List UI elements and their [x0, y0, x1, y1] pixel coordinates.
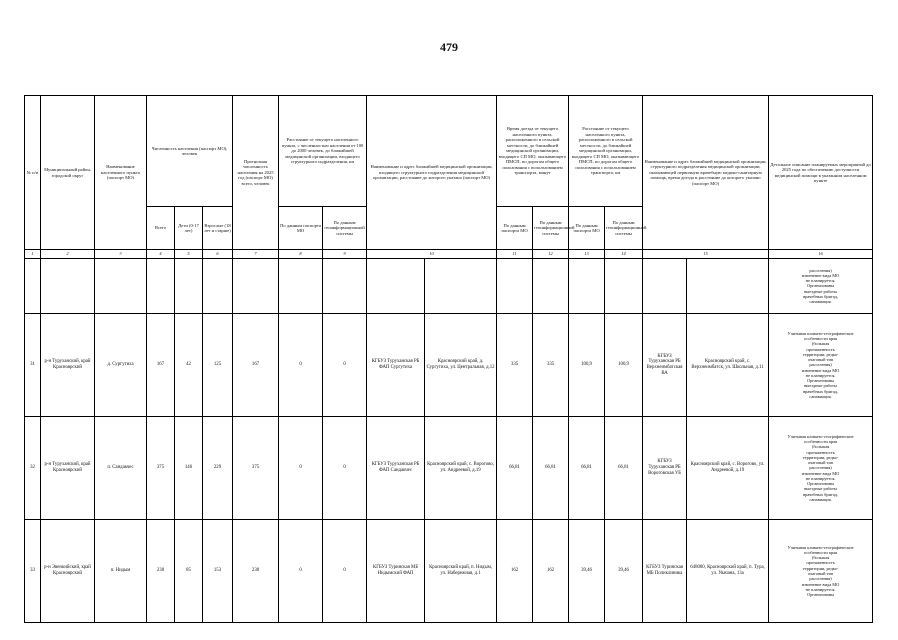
continuation-row [25, 259, 873, 314]
time-geo: 335 [533, 314, 569, 417]
org-name: КГБУЗ Туринская МБ Нидымский ФАП [367, 520, 425, 623]
km-passport: 100,9 [569, 314, 605, 417]
header-distance: Расстояние от текущего населенного пункта, с численностью населения от 100 до 2000 человек, до ближайшей медицинской организации, входящего структурного подразделения, км [279, 96, 367, 207]
forecast: 167 [233, 314, 279, 417]
description: Учитывая климато-географические особенности края (большая протяженность территории, редко- очаговый тип расселения) изменение вида МО не планируется. Организованы выездные работы врачебных бригад, санавиация. [769, 417, 873, 520]
col-number: 1 [25, 250, 41, 259]
org-address: Красноярский край, д. Сургутиха, ул. Центральная, д.12 [425, 314, 497, 417]
km-passport: 39,46 [569, 520, 605, 623]
row-num: 31 [25, 314, 41, 417]
time-geo: 162 [533, 520, 569, 623]
header-nearest-org: Наименование и адрес ближайшей медицинской организации, входящего структурного подразделения медицинской организации, расстояние до которого указано (паспорт МО) [367, 96, 497, 250]
pop-adults: 125 [203, 314, 233, 417]
header-population: Численность населения (паспорт МО), человек [147, 96, 233, 207]
dist-geo: 0 [323, 520, 367, 623]
header-km-geo: По данным геоинформационной системы [605, 207, 643, 250]
settlement: п. Сандакчес [95, 417, 147, 520]
time-passport: 66,81 [497, 417, 533, 520]
header-num: № п/п [25, 96, 41, 250]
municipality: р-н Туруханский, край Красноярский [41, 314, 95, 417]
header-time-passport: По данным паспорта МО [497, 207, 533, 250]
municipality: р-н Туруханский, край Красноярский [41, 417, 95, 520]
col-number: 11 [497, 250, 533, 259]
settlement: п. Нидым [95, 520, 147, 623]
col-number: 14 [605, 250, 643, 259]
column-number-row [25, 250, 873, 259]
description: Учитывая климато-географические особенности края (большая протяженность территории, редко- очаговый тип расселения) изменение вида МО не планируется. Организованы [769, 520, 873, 623]
pop-total: 167 [147, 314, 175, 417]
km-passport: 66,81 [569, 417, 605, 520]
settlements-table [24, 95, 873, 623]
settlement: д. Сургутиха [95, 314, 147, 417]
km-geo: 66,81 [605, 417, 643, 520]
spec-address: Красноярский край, с. Верхнеимбатск, ул. Школьная, д.11 [687, 314, 769, 417]
header-distance-rural: Расстояние от текущего населенного пункта, расположенного в сельской местности, до ближайшей медицинской организации, входящего СП МО, оказывающего ПМСП, по дорогам общего пользования с использованием транспорта, км [569, 96, 643, 207]
col-number: 15 [643, 250, 769, 259]
pop-total: 238 [147, 520, 175, 623]
org-address: Красноярский край, с. Ворогово, ул. Андреевой, д.19 [425, 417, 497, 520]
header-settlement: Наименование населенного пункта (паспорт МО) [95, 96, 147, 250]
forecast: 375 [233, 417, 279, 520]
table-row [25, 520, 873, 623]
row-num: 32 [25, 417, 41, 520]
col-number: 10 [367, 250, 497, 259]
col-number: 16 [769, 250, 873, 259]
header-forecast: Прогнозная численность населения на 2025 год (паспорт МО) всего, человек [233, 96, 279, 250]
header-time-geo: По данным геоинформационной системы [533, 207, 569, 250]
page-number: 479 [440, 40, 458, 54]
time-passport: 162 [497, 520, 533, 623]
col-number: 2 [41, 250, 95, 259]
col-number: 9 [323, 250, 367, 259]
dist-geo: 0 [323, 417, 367, 520]
time-passport: 335 [497, 314, 533, 417]
pop-adults: 153 [203, 520, 233, 623]
dist-passport: 0 [279, 417, 323, 520]
spec-address: Красноярский край, с. Ворогово, ул. Андреевой, д.19 [687, 417, 769, 520]
org-name: КГБУЗ Туруханская РБ ФАП Сандакчес [367, 417, 425, 520]
spec-name: КГБУЗ Туруханская РБ Вороговская УБ [643, 417, 687, 520]
pop-children: 85 [175, 520, 203, 623]
pop-adults: 229 [203, 417, 233, 520]
header-municipality: Муниципальный район, городской округ [41, 96, 95, 250]
header-pop-total: Всего [147, 207, 175, 250]
col-number: 8 [279, 250, 323, 259]
header-pop-children: Дети (0-17 лет) [175, 207, 203, 250]
time-geo: 66,81 [533, 417, 569, 520]
municipality: р-н Эвенкийский, край Красноярский [41, 520, 95, 623]
pop-children: 42 [175, 314, 203, 417]
dist-geo: 0 [323, 314, 367, 417]
col-number: 12 [533, 250, 569, 259]
spec-address: 648000, Красноярский край, п. Тура, ул. Увачана, 13а [687, 520, 769, 623]
header-dist-geo: По данным геоинформационной системы [323, 207, 367, 250]
header-nearest-specialized: Наименование и адрес ближайшей медицинской организации, структурного подразделения медицинской организации, оказывающей первичную врачебную медико-санитарную помощь, время доезда и расстояние до которого указано (паспорт МО) [643, 96, 769, 250]
col-number: 5 [175, 250, 203, 259]
col-number: 4 [147, 250, 175, 259]
km-geo: 100,9 [605, 314, 643, 417]
header-dist-passport: По данным паспорта МО [279, 207, 323, 250]
continuation-description: расселения) изменение вида МО не планируется. Организованы выездные работы врачебных бригад, санавиация. [769, 259, 873, 314]
org-address: Красноярский край, п. Нидым, ул. Набережная, д.1 [425, 520, 497, 623]
forecast: 238 [233, 520, 279, 623]
pop-children: 146 [175, 417, 203, 520]
header-pop-adults: Взрослые (18 лет и старше) [203, 207, 233, 250]
spec-name: КГБУЗ Туринская МБ Поликлиника [643, 520, 687, 623]
table-row [25, 314, 873, 417]
dist-passport: 0 [279, 314, 323, 417]
table-row [25, 417, 873, 520]
description: Учитывая климато-географические особенности края (большая протяженность территории, редко- очаговый тип расселения) изменение вида МО не планируется. Организованы выездные работы врачебных бригад, санавиация. [769, 314, 873, 417]
header-description: Детальное описание планируемых мероприятий до 2025 года по обеспечению доступности медицинской помощи в указанном населенном пункте [769, 96, 873, 250]
header-travel-time: Время доезда от текущего населенного пункта, расположенного в сельской местности, до ближайшей медицинской организации, входящего СП МО, оказывающего ПМСП, по дорогам общего пользования с использованием транспорта, минут [497, 96, 569, 207]
col-number: 3 [95, 250, 147, 259]
spec-name: КГБУЗ Туруханская РБ Верхнеимбатская ВА [643, 314, 687, 417]
pop-total: 375 [147, 417, 175, 520]
org-name: КГБУЗ Туруханская РБ ФАП Сургутиха [367, 314, 425, 417]
col-number: 7 [233, 250, 279, 259]
header-km-passport: По данным паспорта МО [569, 207, 605, 250]
km-geo: 39,46 [605, 520, 643, 623]
row-num: 33 [25, 520, 41, 623]
col-number: 13 [569, 250, 605, 259]
col-number: 6 [203, 250, 233, 259]
dist-passport: 0 [279, 520, 323, 623]
